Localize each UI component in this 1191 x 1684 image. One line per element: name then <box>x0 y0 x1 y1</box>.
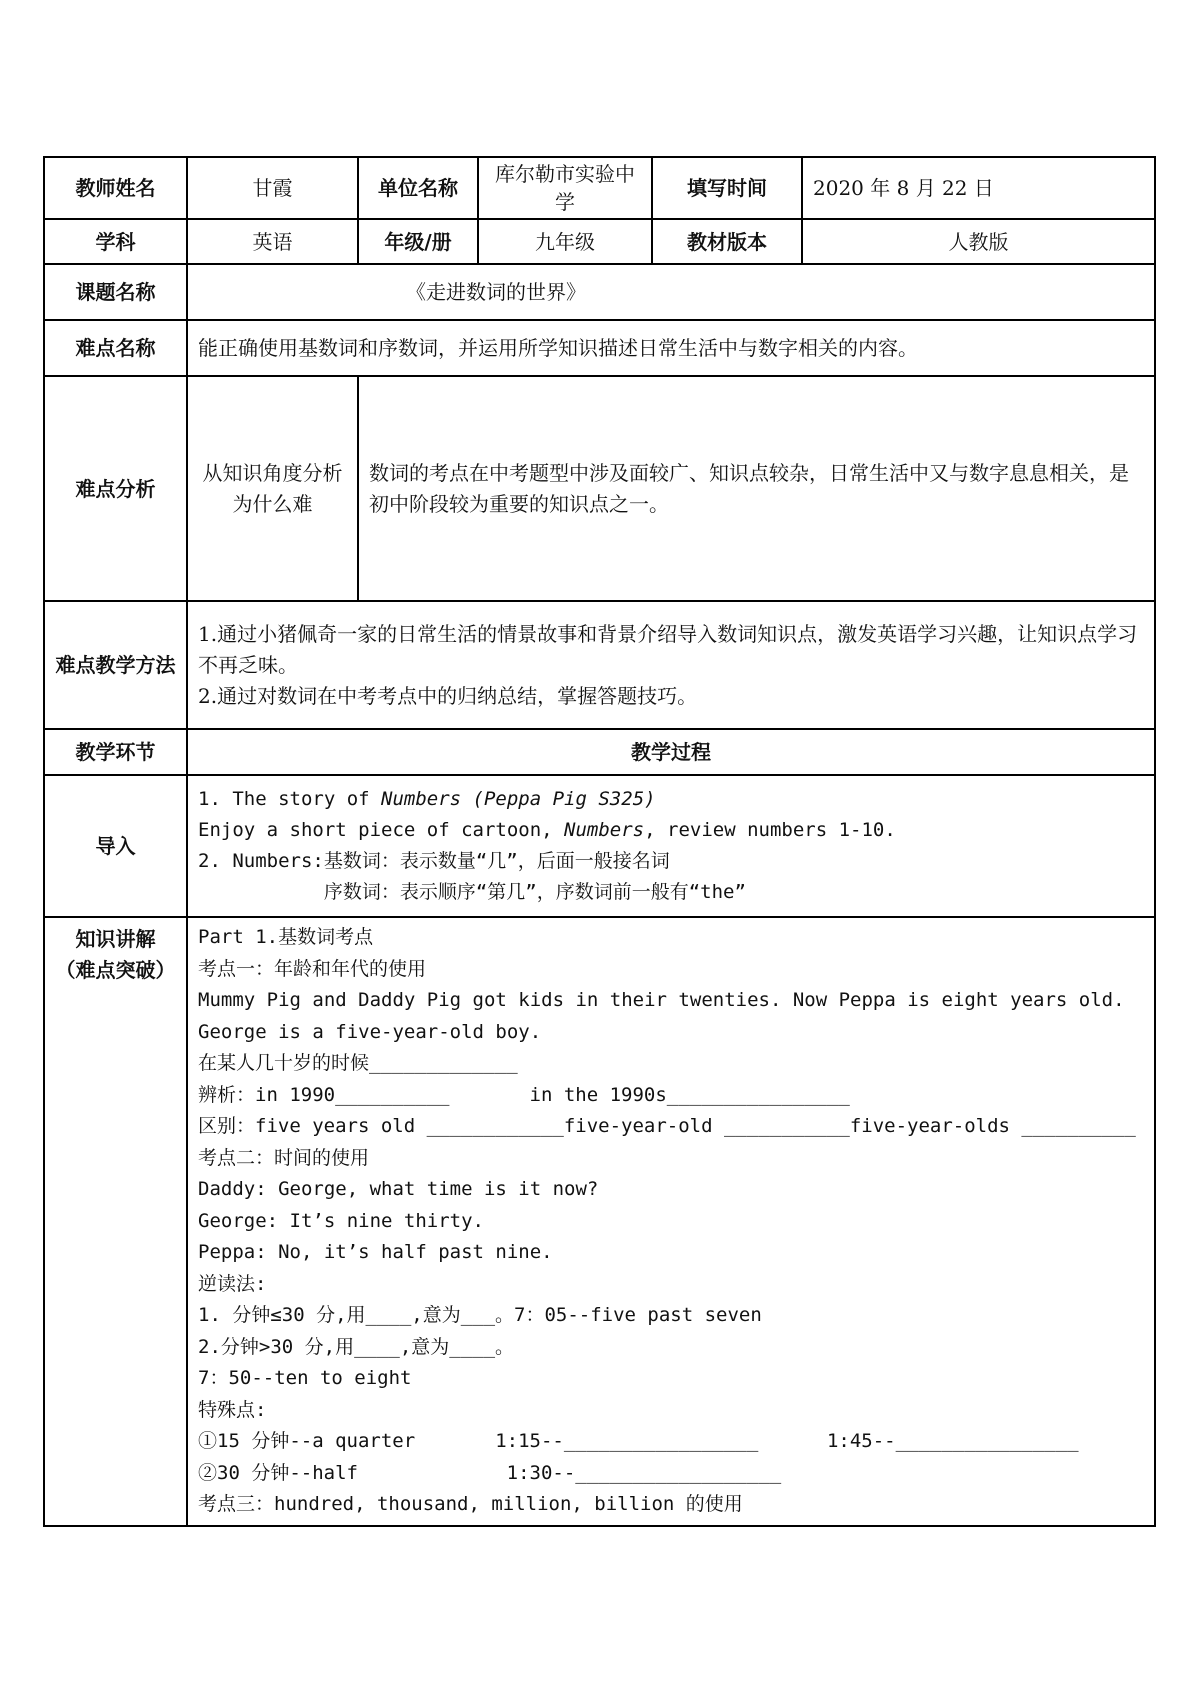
difficulty-value: 能正确使用基数词和序数词，并运用所学知识描述日常生活中与数字相关的内容。 <box>187 320 1155 376</box>
knowledge-line: George: It’s nine thirty. <box>198 1209 484 1232</box>
knowledge-line: Mummy Pig and Daddy Pig got kids in their twenties. Now Peppa is eight years old. <box>198 989 1125 1011</box>
difficulty-label: 难点名称 <box>44 320 187 376</box>
teacher-name-value: 甘霞 <box>187 157 358 219</box>
topic-label: 课题名称 <box>44 264 187 320</box>
knowledge-label-line-1: 知识讲解 <box>75 927 156 951</box>
fill-date-value: 2020 年 8 月 22 日 <box>802 157 1155 219</box>
analysis-value: 数词的考点在中考题型中涉及面较广、知识点较杂，日常生活中又与数字息息相关，是初中阶段较为重要的知识点之一。 <box>358 376 1155 601</box>
intro-line-4: 序数词：表示顺序“第几”，序数词前一般有“the” <box>198 881 746 903</box>
knowledge-line: 辨析：in 1990__________ in the 1990s________________ <box>198 1083 850 1106</box>
knowledge-label <box>44 917 187 1526</box>
analysis-sub-label: 从知识角度分析为什么难 <box>187 376 358 601</box>
knowledge-line: Peppa: No, it’s half past nine. <box>198 1241 553 1263</box>
knowledge-line: 7：50--ten to eight <box>198 1367 412 1389</box>
knowledge-line: 在某人几十岁的时候_____________ <box>198 1052 518 1074</box>
process-label: 教学环节 <box>44 729 187 775</box>
topic-value: 《走进数词的世界》 <box>187 264 1155 320</box>
method-row <box>44 601 1155 729</box>
intro-line-2-suffix: , review numbers 1-10. <box>644 819 896 841</box>
knowledge-line: 考点三：hundred, thousand, million, billion 的使用 <box>198 1493 743 1515</box>
method-label: 难点教学方法 <box>44 601 187 729</box>
knowledge-line: 考点二：时间的使用 <box>198 1146 370 1169</box>
knowledge-line: 2.分钟>30 分,用____,意为____。 <box>198 1335 515 1358</box>
grade-value: 九年级 <box>478 219 652 264</box>
teacher-name-label: 教师姓名 <box>44 157 187 219</box>
fill-date-label: 填写时间 <box>652 157 802 219</box>
knowledge-line: 区别：five years old ____________five-year-old ___________five-year-olds __________ <box>198 1115 1136 1137</box>
knowledge-row <box>44 917 1155 1526</box>
subject-value: 英语 <box>187 219 358 264</box>
intro-line-1-italic: Numbers (Peppa Pig S325) <box>381 788 656 810</box>
difficulty-row <box>44 320 1155 376</box>
intro-line-2-text: Enjoy a short piece of cartoon, <box>198 819 565 841</box>
analysis-row <box>44 376 1155 601</box>
intro-row <box>44 775 1155 917</box>
analysis-label: 难点分析 <box>44 376 187 601</box>
knowledge-label-line-2: （难点突破） <box>55 958 176 982</box>
unit-name-value: 库尔勒市实验中学 <box>478 157 652 219</box>
edition-value: 人教版 <box>802 219 1155 264</box>
intro-line-1 <box>198 784 1146 815</box>
knowledge-line: 逆读法: <box>198 1272 267 1295</box>
intro-label: 导入 <box>44 775 187 917</box>
process-title: 教学过程 <box>187 729 1155 775</box>
knowledge-line: 1. 分钟≤30 分,用____,意为___。7：05--five past seven <box>198 1304 762 1326</box>
knowledge-line: Part 1.基数词考点 <box>198 926 374 948</box>
intro-line-2 <box>198 815 1146 846</box>
knowledge-line: 考点一：年龄和年代的使用 <box>198 957 427 980</box>
intro-line-2-italic: Numbers <box>564 819 645 841</box>
method-line-1: 1.通过小猪佩奇一家的日常生活的情景故事和背景介绍导入数词知识点，激发英语学习兴趣，让知识点学习不再乏味。 <box>198 621 1138 677</box>
intro-line-1-text: 1. The story of <box>198 788 382 810</box>
edition-label: 教材版本 <box>652 219 802 264</box>
knowledge-line: ①15 分钟--a quarter 1:15--_________________ 1:45--________________ <box>198 1430 1079 1452</box>
header-row-1 <box>44 157 1155 219</box>
intro-content <box>187 775 1155 917</box>
unit-name-label: 单位名称 <box>358 157 478 219</box>
header-row-2 <box>44 219 1155 264</box>
knowledge-line: George is a five-year-old boy. <box>198 1020 542 1043</box>
method-line-2: 2.通过对数词在中考考点中的归纳总结，掌握答题技巧。 <box>198 683 698 708</box>
grade-label: 年级/册 <box>358 219 478 264</box>
knowledge-content <box>187 917 1155 1526</box>
topic-row <box>44 264 1155 320</box>
process-header-row <box>44 729 1155 775</box>
method-value <box>187 601 1155 729</box>
knowledge-line: ②30 分钟--half 1:30--__________________ <box>198 1461 782 1484</box>
subject-label: 学科 <box>44 219 187 264</box>
lesson-plan-table <box>43 156 1156 1527</box>
knowledge-line: Daddy: George, what time is it now? <box>198 1178 599 1200</box>
knowledge-line: 特殊点: <box>198 1398 267 1421</box>
intro-line-3: 2. Numbers:基数词：表示数量“几”，后面一般接名词 <box>198 850 670 872</box>
